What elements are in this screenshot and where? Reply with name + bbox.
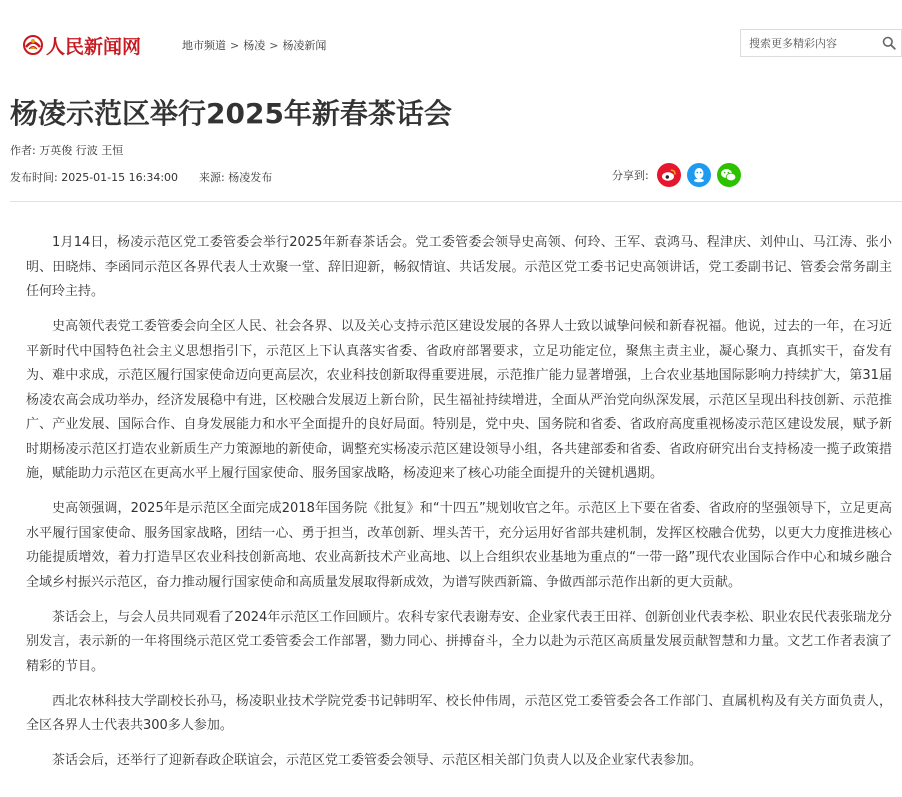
search-button[interactable] bbox=[877, 30, 901, 56]
share-label: 分享到: bbox=[612, 169, 649, 182]
search-icon bbox=[882, 36, 896, 50]
breadcrumb-separator: > bbox=[230, 39, 240, 52]
article-paragraph: 史高领代表党工委管委会向全区人民、社会各界、以及关心支持示范区建设发展的各界人士致以诚挚问候和新春祝福。他说，过去的一年，在习近平新时代中国特色社会主义思想指引下，示范区上下认真落实省委、省政府部署要求，立足功能定位，聚焦主责主业，凝心聚力、真抓实干，奋发有为、难中求成，示范区履行国家使命迈向更高层次，农业科技创新取得重要进展，示范推广能力显著增强，上合农业基地国际影响力持续扩大，第31届杨凌农高会成功举办，经济发展稳中有进，区校融合发展迈上新台阶，民生福祉持续增进，全面从严治党向纵深发展，示范区呈现出科技创新、示范推广、产业发展、国际合作、自身发展能力和水平全面提升的良好局面。特别是，党中央、国务院和省委、省政府高度重视杨凌示范区建设发展，赋予新时期杨凌示范区打造农业新质生产力策源地的新使命，调整充实杨凌示范区建设领导小组，各共建部委和省委、省政府研究出台支持杨凌一揽子政策措施，赋能助力示范区在更高水平上履行国家使命、服务国家战略，杨凌迎来了核心功能全面提升的关键机遇期。 bbox=[26, 319, 892, 481]
article-title: 杨凌示范区举行2025年新春茶话会 bbox=[10, 97, 452, 130]
article-body bbox=[26, 231, 892, 784]
article-paragraph: 茶话会后，还举行了迎新春政企联谊会，示范区党工委管委会领导、示范区相关部门负责人以及企业家代表参加。 bbox=[52, 753, 703, 768]
qq-icon bbox=[692, 167, 706, 183]
publish-time-label: 发布时间: bbox=[10, 171, 58, 184]
breadcrumb-item-yangling[interactable]: 杨凌 bbox=[243, 39, 266, 52]
share-bar bbox=[612, 162, 747, 188]
share-wechat-button[interactable] bbox=[717, 163, 741, 187]
breadcrumb-separator: > bbox=[269, 39, 279, 52]
article-paragraph: 史高领强调，2025年是示范区全面完成2018年国务院《批复》和“十四五”规划收官之年。示范区上下要在省委、省政府的坚强领导下，立足更高水平履行国家使命、服务国家战略，团结一心、勇于担当，改革创新、埋头苦干，充分运用好省部共建机制，发挥区校融合优势，以更大力度推进核心功能提质增效，着力打造旱区农业科技创新高地、农业高新技术产业高地、以上合组织农业基地为重点的“一带一路”现代农业国际合作中心和城乡融合全域乡村振兴示范区，奋力推动履行国家使命和高质量发展取得新成效，为谱写陕西新篇、争做西部示范作出新的更大贡献。 bbox=[26, 501, 892, 590]
weibo-icon bbox=[661, 168, 677, 182]
wechat-icon bbox=[720, 168, 737, 182]
site-logo[interactable] bbox=[22, 30, 141, 60]
author-label: 作者: bbox=[10, 144, 36, 157]
breadcrumb-item-city-channel[interactable]: 地市频道 bbox=[182, 39, 226, 52]
header-divider bbox=[10, 201, 902, 202]
logo-text: 人民新闻网 bbox=[46, 35, 142, 58]
search-input[interactable] bbox=[741, 30, 885, 56]
share-qq-button[interactable] bbox=[687, 163, 711, 187]
source-label: 来源: bbox=[199, 171, 225, 184]
publish-time: 2025-01-15 16:34:00 bbox=[61, 171, 179, 184]
source-name: 杨凌发布 bbox=[228, 171, 273, 184]
author-names: 万英俊 行波 王恒 bbox=[39, 144, 124, 157]
top-bar bbox=[0, 0, 902, 88]
article-author bbox=[10, 142, 123, 158]
article-paragraph: 茶话会上，与会人员共同观看了2024年示范区工作回顾片。农科专家代表谢寿安、企业家代表王田祥、创新创业代表李松、职业农民代表张瑞龙分别发言，表示新的一年将围绕示范区党工委管委会工作部署，勠力同心、拼搏奋斗，全力以赴为示范区高质量发展贡献智慧和力量。文艺工作者表演了精彩的节目。 bbox=[26, 609, 892, 674]
share-weibo-button[interactable] bbox=[657, 163, 681, 187]
article-meta bbox=[10, 169, 272, 185]
article-paragraph: 1月14日，杨凌示范区党工委管委会举行2025年新春茶话会。党工委管委会领导史高领、何玲、王军、袁鸿马、程津庆、刘仲山、马江涛、张小明、田晓炜、李函同示范区各界代表人士欢聚一堂、辞旧迎新，畅叙情谊、共话发展。示范区党工委书记史高领讲话，党工委副书记、管委会常务副主任何玲主持。 bbox=[26, 235, 892, 299]
breadcrumb-item-yangling-news[interactable]: 杨凌新闻 bbox=[282, 39, 327, 52]
breadcrumb bbox=[182, 37, 326, 53]
search-box bbox=[740, 29, 902, 57]
article-paragraph: 西北农林科技大学副校长孙马，杨凌职业技术学院党委书记韩明军、校长仲伟周，示范区党工委管委会各工作部门、直属机构及有关方面负责人，全区各界人士代表共300多人参加。 bbox=[26, 693, 892, 733]
logo-emblem-icon bbox=[22, 34, 44, 56]
